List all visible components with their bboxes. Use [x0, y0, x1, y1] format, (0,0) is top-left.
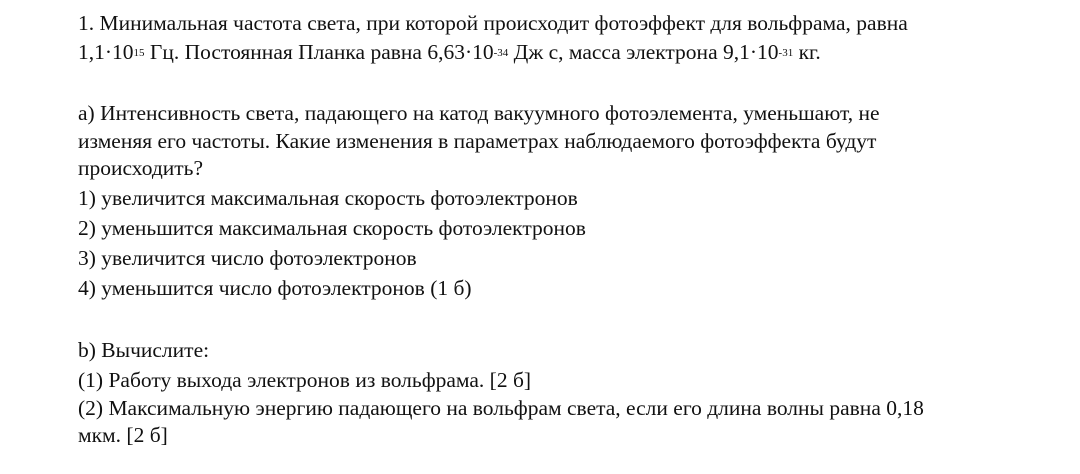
mass-exponent: -31	[778, 47, 794, 59]
part-b-item-1: (1) Работу выхода электронов из вольфрама. [2 б]	[78, 368, 532, 392]
part-a-question-line-3: происходить?	[78, 156, 204, 180]
frequency-exponent: 15	[133, 47, 145, 59]
mass-unit: кг.	[793, 40, 821, 64]
mass-text: Дж с, масса электрона 9,1·10	[508, 40, 779, 64]
part-b-item-2-continuation: мкм. [2 б]	[78, 423, 168, 447]
part-b-item-2: (2) Максимальную энергию падающего на вольфрам света, если его длина волны равна 0,18	[78, 396, 924, 420]
task-intro-line-2	[78, 38, 821, 67]
part-b-heading: b) Вычислите:	[78, 338, 210, 362]
part-a-option-2: 2) уменьшится максимальная скорость фотоэлектронов	[78, 216, 586, 240]
planck-text: Гц. Постоянная Планка равна 6,63·10	[144, 40, 494, 64]
part-a-option-4: 4) уменьшится число фотоэлектронов (1 б)	[78, 276, 472, 300]
part-a-question-line-2: изменяя его частоты. Какие изменения в параметрах наблюдаемого фотоэффекта будут	[78, 129, 877, 153]
part-a-question-line-1: а) Интенсивность света, падающего на катод вакуумного фотоэлемента, уменьшают, не	[78, 101, 880, 125]
part-a-option-1: 1) увеличится максимальная скорость фотоэлектронов	[78, 186, 578, 210]
frequency-value: 1,1·10	[78, 40, 134, 64]
task-intro-line-1: 1. Минимальная частота света, при которой происходит фотоэффект для вольфрама, равна	[78, 11, 908, 35]
planck-exponent: -34	[493, 47, 509, 59]
part-a-option-3: 3) увеличится число фотоэлектронов	[78, 246, 417, 270]
